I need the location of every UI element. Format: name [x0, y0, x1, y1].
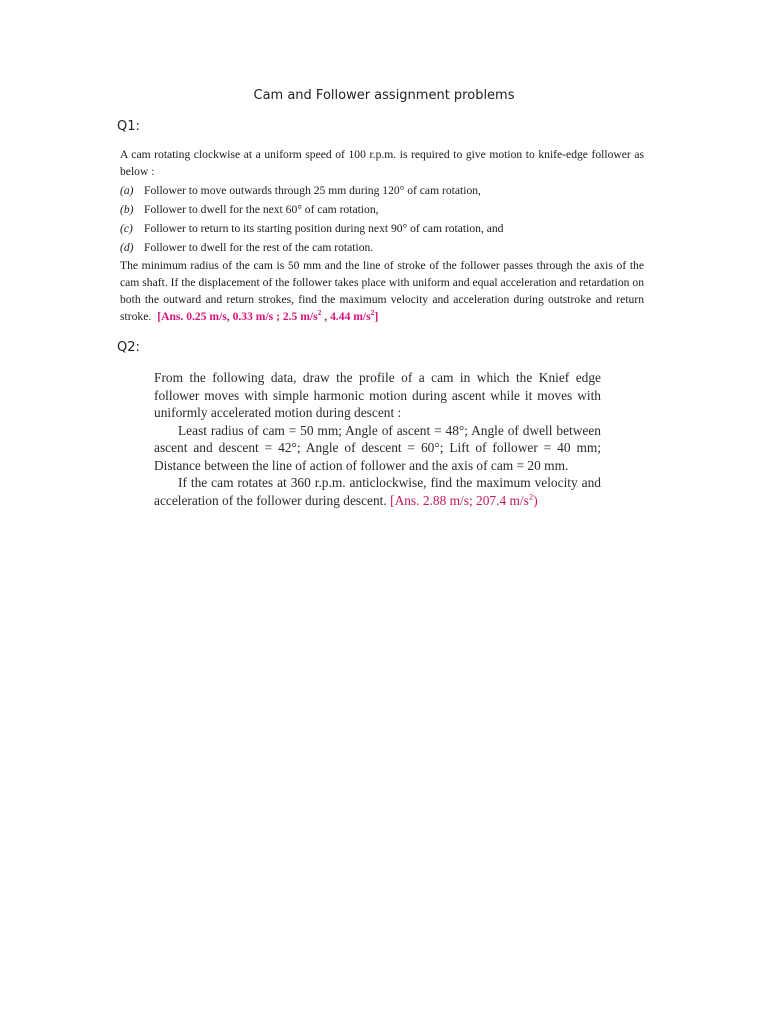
- q1-answer: [157, 310, 378, 323]
- question-1-label: Q1:: [117, 119, 140, 134]
- q1-answer-sup1: 2: [317, 308, 322, 318]
- q1-answer-sup2: 2: [370, 308, 375, 318]
- q1-item-label: (a): [120, 184, 134, 197]
- q2-para-3-text: If the cam rotates at 360 r.p.m. anticlockwise, find the maximum velocity and acceleration of the follower during descent.: [154, 475, 601, 508]
- q2-para-1: From the following data, draw the profile of a cam in which the Knief edge follower moves with simple harmonic motion during ascent while it moves with uniformly accelerated motion during descent :: [154, 370, 601, 420]
- q1-item-label: (c): [120, 222, 133, 235]
- q1-item-b: [120, 201, 644, 218]
- q2-answer-end: ): [533, 492, 538, 508]
- q1-answer-end: ]: [374, 310, 379, 323]
- page-title: Cam and Follower assignment problems: [253, 88, 515, 103]
- q1-closing: [120, 257, 644, 325]
- q2-answer-main: [Ans. 2.88 m/s; 207.4 m/s: [390, 492, 529, 508]
- q1-answer-mid: , 4.44 m/s: [321, 310, 371, 323]
- q1-item-label: (b): [120, 203, 134, 216]
- q2-para-2: Least radius of cam = 50 mm; Angle of ascent = 48°; Angle of dwell between ascent and descent = 42°; Angle of descent = 60°; Lift of follower = 40 mm; Distance between the line of action of follower and the axis of cam = 20 mm.: [154, 422, 601, 473]
- question-1-text: [120, 146, 644, 325]
- q1-item-text: Follower to dwell for the rest of the cam rotation.: [144, 241, 374, 254]
- q2-answer-sup: 2: [528, 491, 534, 502]
- q2-para-3: [154, 474, 601, 509]
- q1-item-label: (d): [120, 241, 134, 254]
- q1-item-a: [120, 182, 644, 199]
- question-2-label: Q2:: [117, 340, 140, 355]
- q1-closing-text: The minimum radius of the cam is 50 mm and the line of stroke of the follower passes through the axis of the cam shaft. If the displacement of the follower takes place with uniform and equal acceleration and retardation on both the outward and return strokes, find the maximum velocity and acceleration during outstroke and return stroke.: [120, 259, 644, 323]
- q1-item-text: Follower to return to its starting position during next 90° of cam rotation, and: [144, 222, 504, 235]
- q1-item-c: [120, 220, 644, 237]
- q1-answer-main: [Ans. 0.25 m/s, 0.33 m/s ; 2.5 m/s: [157, 310, 318, 323]
- q1-intro: A cam rotating clockwise at a uniform speed of 100 r.p.m. is required to give motion to knife-edge follower as below :: [120, 148, 644, 178]
- q1-item-d: [120, 239, 644, 256]
- q1-item-text: Follower to dwell for the next 60° of cam rotation,: [144, 203, 379, 216]
- q1-item-text: Follower to move outwards through 25 mm during 120° of cam rotation,: [144, 184, 481, 197]
- q2-answer: [390, 493, 538, 508]
- question-2-text: [154, 369, 601, 509]
